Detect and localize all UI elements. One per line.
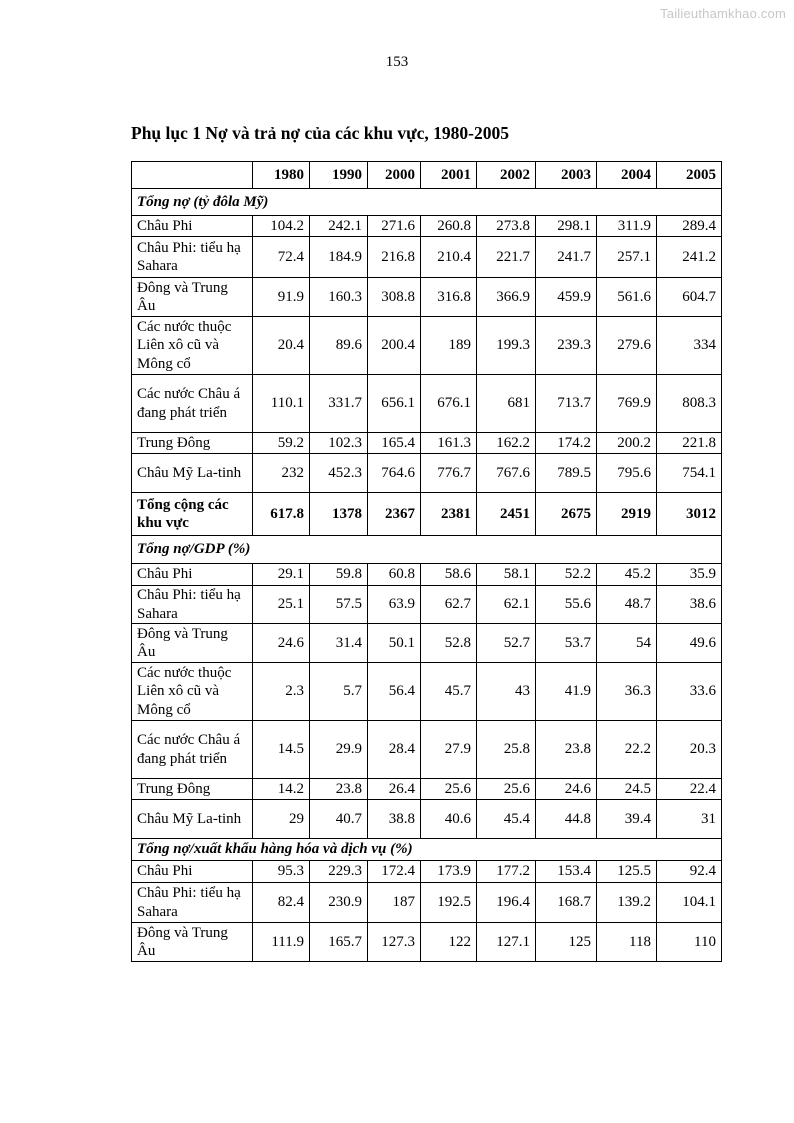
value-cell: 14.5 — [253, 721, 310, 779]
row-label: Các nước Châu á đang phát triển — [132, 721, 253, 779]
value-cell: 56.4 — [368, 663, 421, 721]
year-header: 1980 — [253, 162, 310, 189]
value-cell: 2.3 — [253, 663, 310, 721]
value-cell: 35.9 — [657, 564, 722, 586]
table-row — [132, 624, 722, 663]
table-row — [132, 278, 722, 317]
section-heading: Tổng nợ/xuất khẩu hàng hóa và dịch vụ (%) — [132, 839, 722, 861]
row-label: Châu Mỹ La-tinh — [132, 800, 253, 839]
section-heading-row — [132, 189, 722, 216]
value-cell: 60.8 — [368, 564, 421, 586]
value-cell: 54 — [597, 624, 657, 663]
value-cell: 160.3 — [310, 278, 368, 317]
value-cell: 271.6 — [368, 216, 421, 237]
value-cell: 232 — [253, 454, 310, 493]
value-cell: 331.7 — [310, 375, 368, 433]
value-cell: 31.4 — [310, 624, 368, 663]
value-cell: 2381 — [421, 493, 477, 536]
value-cell: 41.9 — [536, 663, 597, 721]
total-row — [132, 493, 722, 536]
page-number: 153 — [385, 54, 409, 70]
value-cell: 22.4 — [657, 779, 722, 800]
page-title: Phụ lục 1 Nợ và trả nợ của các khu vực, 1980-2005 — [131, 123, 509, 143]
value-cell: 139.2 — [597, 883, 657, 923]
value-cell: 2675 — [536, 493, 597, 536]
value-cell: 40.7 — [310, 800, 368, 839]
value-cell: 118 — [597, 923, 657, 962]
value-cell: 184.9 — [310, 237, 368, 278]
value-cell: 764.6 — [368, 454, 421, 493]
value-cell: 713.7 — [536, 375, 597, 433]
value-cell: 53.7 — [536, 624, 597, 663]
value-cell: 776.7 — [421, 454, 477, 493]
value-cell: 102.3 — [310, 433, 368, 454]
value-cell: 177.2 — [477, 861, 536, 883]
value-cell: 366.9 — [477, 278, 536, 317]
value-cell: 452.3 — [310, 454, 368, 493]
value-cell: 298.1 — [536, 216, 597, 237]
table-row — [132, 800, 722, 839]
value-cell: 58.6 — [421, 564, 477, 586]
value-cell: 230.9 — [310, 883, 368, 923]
table-row — [132, 779, 722, 800]
section-heading-row — [132, 536, 722, 564]
value-cell: 20.4 — [253, 317, 310, 375]
row-label: Châu Phi — [132, 861, 253, 883]
value-cell: 122 — [421, 923, 477, 962]
value-cell: 2367 — [368, 493, 421, 536]
value-cell: 25.6 — [421, 779, 477, 800]
value-cell: 24.5 — [597, 779, 657, 800]
value-cell: 2451 — [477, 493, 536, 536]
value-cell: 52.7 — [477, 624, 536, 663]
value-cell: 62.7 — [421, 586, 477, 624]
value-cell: 111.9 — [253, 923, 310, 962]
value-cell: 40.6 — [421, 800, 477, 839]
value-cell: 50.1 — [368, 624, 421, 663]
value-cell: 23.8 — [536, 721, 597, 779]
value-cell: 55.6 — [536, 586, 597, 624]
row-label: Đông và Trung Âu — [132, 278, 253, 317]
value-cell: 25.8 — [477, 721, 536, 779]
value-cell: 161.3 — [421, 433, 477, 454]
value-cell: 45.2 — [597, 564, 657, 586]
value-cell: 676.1 — [421, 375, 477, 433]
value-cell: 210.4 — [421, 237, 477, 278]
value-cell: 127.3 — [368, 923, 421, 962]
value-cell: 617.8 — [253, 493, 310, 536]
value-cell: 187 — [368, 883, 421, 923]
value-cell: 58.1 — [477, 564, 536, 586]
row-label: Các nước thuộc Liên xô cũ và Mông cổ — [132, 663, 253, 721]
value-cell: 38.6 — [657, 586, 722, 624]
value-cell: 241.2 — [657, 237, 722, 278]
value-cell: 656.1 — [368, 375, 421, 433]
value-cell: 104.2 — [253, 216, 310, 237]
header-row — [132, 162, 722, 189]
value-cell: 561.6 — [597, 278, 657, 317]
value-cell: 241.7 — [536, 237, 597, 278]
value-cell: 29 — [253, 800, 310, 839]
row-label: Châu Phi — [132, 216, 253, 237]
table-row — [132, 663, 722, 721]
value-cell: 754.1 — [657, 454, 722, 493]
value-cell: 289.4 — [657, 216, 722, 237]
value-cell: 14.2 — [253, 779, 310, 800]
row-label: Trung Đông — [132, 433, 253, 454]
value-cell: 308.8 — [368, 278, 421, 317]
value-cell: 45.4 — [477, 800, 536, 839]
value-cell: 168.7 — [536, 883, 597, 923]
value-cell: 200.4 — [368, 317, 421, 375]
section-heading: Tổng nợ/GDP (%) — [132, 536, 722, 564]
value-cell: 173.9 — [421, 861, 477, 883]
value-cell: 29.1 — [253, 564, 310, 586]
row-label: Châu Phi: tiểu hạ Sahara — [132, 883, 253, 923]
row-label: Châu Phi — [132, 564, 253, 586]
header-blank-cell — [132, 162, 253, 189]
value-cell: 257.1 — [597, 237, 657, 278]
year-header: 2004 — [597, 162, 657, 189]
value-cell: 52.8 — [421, 624, 477, 663]
value-cell: 45.7 — [421, 663, 477, 721]
value-cell: 681 — [477, 375, 536, 433]
table-row — [132, 433, 722, 454]
value-cell: 767.6 — [477, 454, 536, 493]
value-cell: 43 — [477, 663, 536, 721]
value-cell: 5.7 — [310, 663, 368, 721]
value-cell: 189 — [421, 317, 477, 375]
value-cell: 242.1 — [310, 216, 368, 237]
value-cell: 20.3 — [657, 721, 722, 779]
table-row — [132, 923, 722, 962]
value-cell: 25.1 — [253, 586, 310, 624]
row-label: Đông và Trung Âu — [132, 923, 253, 962]
table-row — [132, 237, 722, 278]
value-cell: 95.3 — [253, 861, 310, 883]
value-cell: 174.2 — [536, 433, 597, 454]
value-cell: 22.2 — [597, 721, 657, 779]
value-cell: 165.4 — [368, 433, 421, 454]
value-cell: 334 — [657, 317, 722, 375]
value-cell: 62.1 — [477, 586, 536, 624]
value-cell: 82.4 — [253, 883, 310, 923]
table-row — [132, 564, 722, 586]
table-row — [132, 454, 722, 493]
value-cell: 172.4 — [368, 861, 421, 883]
value-cell: 153.4 — [536, 861, 597, 883]
table-row — [132, 861, 722, 883]
value-cell: 91.9 — [253, 278, 310, 317]
table-row — [132, 586, 722, 624]
value-cell: 1378 — [310, 493, 368, 536]
value-cell: 57.5 — [310, 586, 368, 624]
value-cell: 127.1 — [477, 923, 536, 962]
value-cell: 192.5 — [421, 883, 477, 923]
table-row — [132, 721, 722, 779]
row-label: Trung Đông — [132, 779, 253, 800]
value-cell: 23.8 — [310, 779, 368, 800]
value-cell: 59.2 — [253, 433, 310, 454]
value-cell: 38.8 — [368, 800, 421, 839]
value-cell: 104.1 — [657, 883, 722, 923]
row-label: Các nước Châu á đang phát triển — [132, 375, 253, 433]
value-cell: 316.8 — [421, 278, 477, 317]
value-cell: 808.3 — [657, 375, 722, 433]
value-cell: 110 — [657, 923, 722, 962]
value-cell: 59.8 — [310, 564, 368, 586]
value-cell: 125 — [536, 923, 597, 962]
value-cell: 72.4 — [253, 237, 310, 278]
row-label: Châu Mỹ La-tinh — [132, 454, 253, 493]
value-cell: 29.9 — [310, 721, 368, 779]
section-heading-row — [132, 839, 722, 861]
value-cell: 221.8 — [657, 433, 722, 454]
value-cell: 239.3 — [536, 317, 597, 375]
value-cell: 63.9 — [368, 586, 421, 624]
year-header: 2002 — [477, 162, 536, 189]
value-cell: 92.4 — [657, 861, 722, 883]
value-cell: 44.8 — [536, 800, 597, 839]
value-cell: 769.9 — [597, 375, 657, 433]
value-cell: 162.2 — [477, 433, 536, 454]
value-cell: 24.6 — [253, 624, 310, 663]
value-cell: 459.9 — [536, 278, 597, 317]
year-header: 2001 — [421, 162, 477, 189]
value-cell: 604.7 — [657, 278, 722, 317]
table-row — [132, 375, 722, 433]
table-row — [132, 883, 722, 923]
year-header: 1990 — [310, 162, 368, 189]
value-cell: 165.7 — [310, 923, 368, 962]
value-cell: 229.3 — [310, 861, 368, 883]
row-label: Tổng cộng các khu vực — [132, 493, 253, 536]
value-cell: 28.4 — [368, 721, 421, 779]
row-label: Châu Phi: tiểu hạ Sahara — [132, 586, 253, 624]
value-cell: 311.9 — [597, 216, 657, 237]
value-cell: 89.6 — [310, 317, 368, 375]
table-row — [132, 216, 722, 237]
row-label: Các nước thuộc Liên xô cũ và Mông cổ — [132, 317, 253, 375]
value-cell: 49.6 — [657, 624, 722, 663]
value-cell: 110.1 — [253, 375, 310, 433]
value-cell: 273.8 — [477, 216, 536, 237]
row-label: Châu Phi: tiểu hạ Sahara — [132, 237, 253, 278]
value-cell: 200.2 — [597, 433, 657, 454]
value-cell: 196.4 — [477, 883, 536, 923]
value-cell: 260.8 — [421, 216, 477, 237]
value-cell: 36.3 — [597, 663, 657, 721]
section-heading: Tổng nợ (tỷ đôla Mỹ) — [132, 189, 722, 216]
value-cell: 24.6 — [536, 779, 597, 800]
debt-table — [131, 161, 722, 962]
value-cell: 789.5 — [536, 454, 597, 493]
value-cell: 125.5 — [597, 861, 657, 883]
value-cell: 31 — [657, 800, 722, 839]
table-row — [132, 317, 722, 375]
value-cell: 3012 — [657, 493, 722, 536]
watermark: Tailieuthamkhao.com — [660, 6, 786, 21]
year-header: 2000 — [368, 162, 421, 189]
value-cell: 221.7 — [477, 237, 536, 278]
value-cell: 27.9 — [421, 721, 477, 779]
year-header: 2003 — [536, 162, 597, 189]
value-cell: 2919 — [597, 493, 657, 536]
value-cell: 199.3 — [477, 317, 536, 375]
value-cell: 279.6 — [597, 317, 657, 375]
value-cell: 26.4 — [368, 779, 421, 800]
value-cell: 39.4 — [597, 800, 657, 839]
value-cell: 52.2 — [536, 564, 597, 586]
value-cell: 48.7 — [597, 586, 657, 624]
value-cell: 795.6 — [597, 454, 657, 493]
row-label: Đông và Trung Âu — [132, 624, 253, 663]
value-cell: 216.8 — [368, 237, 421, 278]
value-cell: 33.6 — [657, 663, 722, 721]
value-cell: 25.6 — [477, 779, 536, 800]
year-header: 2005 — [657, 162, 722, 189]
